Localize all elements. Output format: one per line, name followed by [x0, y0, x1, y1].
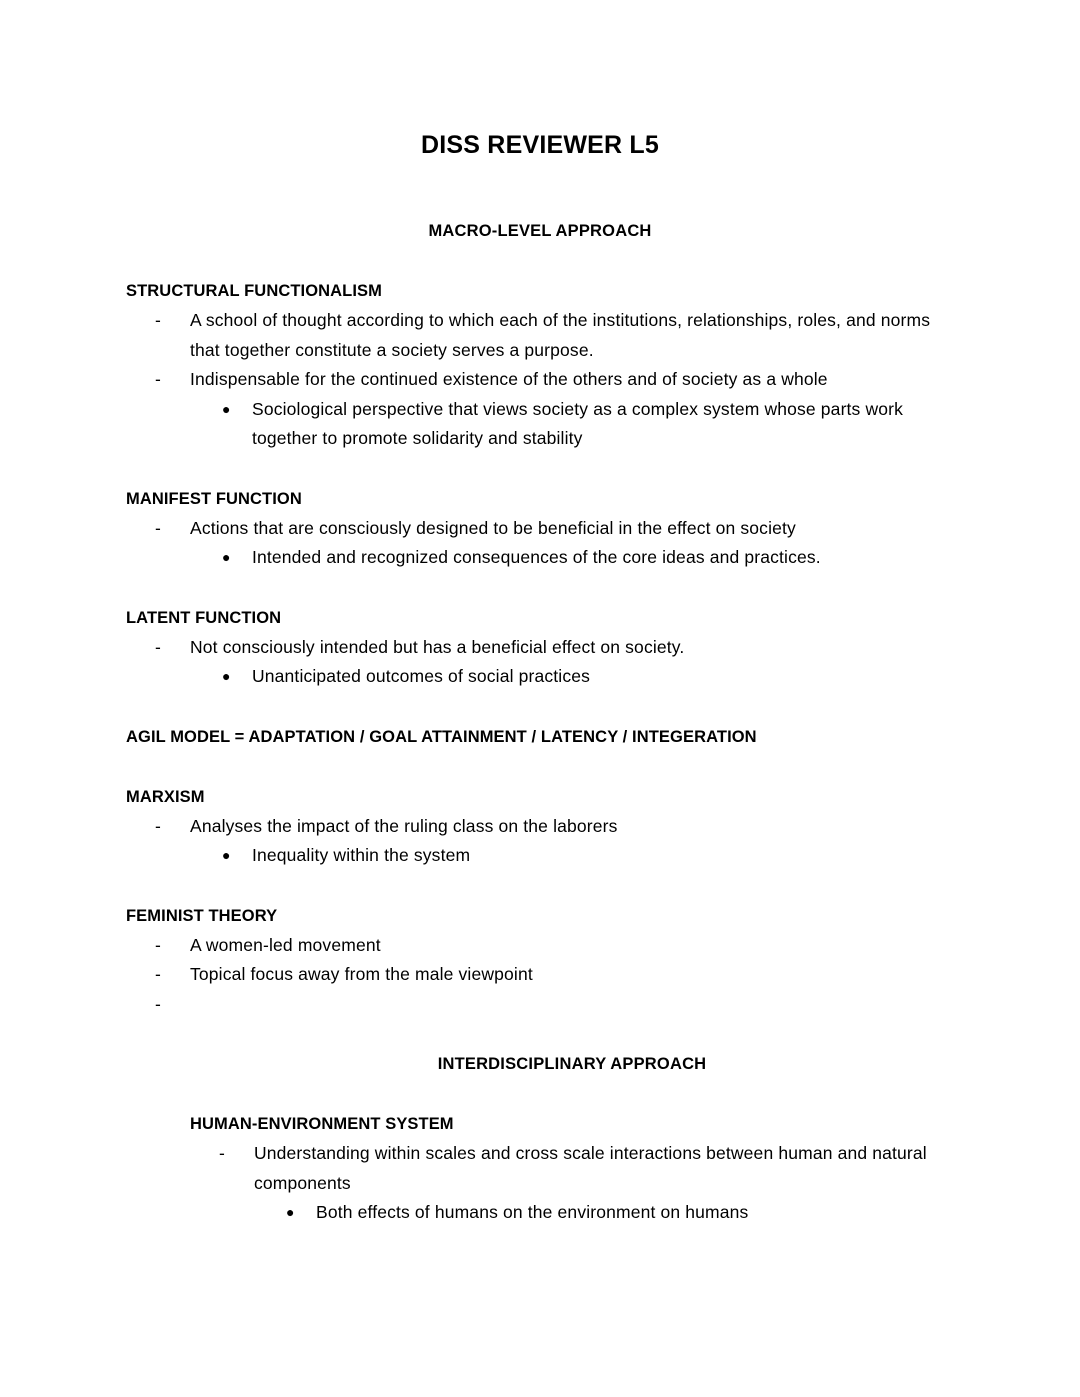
bullet-marker-icon: ●: [286, 1204, 295, 1220]
bullet-text: Both effects of humans on the environment on humans: [316, 1202, 749, 1222]
bullet-text: Indispensable for the continued existence of the others and of society as a whole: [190, 369, 828, 389]
section-heading-agil-model-adaptation-goal-attainment-latency-in: AGIL MODEL = ADAPTATION / GOAL ATTAINMENT / LATENCY / INTEGERATION: [126, 727, 757, 746]
dash-bullet-item: [190, 1139, 954, 1198]
bullet-text: Analyses the impact of the ruling class on the laborers: [190, 815, 618, 836]
spacer: [126, 692, 954, 722]
bullet-text: Sociological perspective that views society as a complex system whose parts work together to promote solidarity and stability: [252, 398, 904, 448]
dash-marker-icon: -: [155, 815, 161, 836]
spacer: [126, 1079, 954, 1109]
bullet-marker-icon: ●: [222, 400, 231, 417]
bullet-marker-icon: ●: [222, 549, 231, 565]
dash-marker-icon: -: [219, 1143, 225, 1163]
spacer: [126, 246, 954, 276]
round-bullet-item: [126, 395, 954, 454]
round-bullet-item: [126, 543, 954, 573]
dash-bullet-item: [126, 365, 954, 395]
dash-bullet-item: [126, 306, 954, 365]
dash-bullet-item: [126, 931, 954, 961]
document-content: [126, 0, 954, 1258]
spacer: [126, 752, 954, 782]
dash-marker-icon: -: [155, 993, 161, 1014]
bullet-text: Understanding within scales and cross scale interactions between human and natural components: [254, 1143, 927, 1193]
spacer: [126, 573, 954, 603]
bullet-marker-icon: ●: [222, 668, 231, 684]
section-heading-structural-functionalism: STRUCTURAL FUNCTIONALISM: [126, 282, 382, 300]
page-title: DISS REVIEWER L5: [421, 131, 659, 159]
section-body-interdisciplinary-approach: [126, 1109, 954, 1258]
dash-bullet-item: [126, 990, 954, 1020]
section-banner-interdisciplinary-approach: INTERDISCIPLINARY APPROACH: [437, 1055, 707, 1073]
section-heading-marxism: MARXISM: [126, 787, 205, 806]
spacer: [126, 454, 954, 484]
section-heading-human-environment-system: HUMAN-ENVIRONMENT SYSTEM: [190, 1115, 454, 1133]
section-heading-latent-function: LATENT FUNCTION: [126, 608, 282, 627]
bullet-text: Intended and recognized consequences of the core ideas and practices.: [252, 547, 821, 567]
bullet-text: Not consciously intended but has a beneficial effect on society.: [190, 636, 685, 657]
bullet-text: Unanticipated outcomes of social practices: [252, 666, 590, 686]
bullet-text: A school of thought according to which each of the institutions, relationships, roles, and norms that together constitute a society serves a purpose.: [190, 310, 931, 360]
section-heading-feminist-theory: FEMINIST THEORY: [126, 906, 278, 925]
round-bullet-item: [126, 662, 954, 692]
round-bullet-item: [126, 841, 954, 871]
dash-bullet-item: [126, 514, 954, 544]
bullet-text: Inequality within the system: [252, 845, 471, 865]
spacer: [190, 1228, 954, 1258]
dash-marker-icon: -: [155, 310, 161, 330]
section-body-macro-level-approach: [126, 276, 954, 1049]
dash-marker-icon: -: [155, 369, 161, 389]
dash-bullet-item: [126, 960, 954, 990]
dash-marker-icon: -: [155, 636, 161, 657]
bullet-text: Topical focus away from the male viewpoint: [190, 964, 533, 984]
section-banner-macro-level-approach: MACRO-LEVEL APPROACH: [428, 222, 652, 240]
dash-marker-icon: -: [155, 964, 161, 984]
spacer: [126, 871, 954, 901]
dash-marker-icon: -: [155, 517, 161, 538]
bullet-text: A women-led movement: [190, 934, 381, 955]
dash-marker-icon: -: [155, 934, 161, 955]
bullet-text: [190, 990, 954, 1020]
bullet-text: Actions that are consciously designed to be beneficial in the effect on society: [190, 517, 796, 538]
spacer: [126, 1019, 954, 1049]
dash-bullet-item: [126, 812, 954, 842]
round-bullet-item: [190, 1198, 954, 1228]
section-heading-manifest-function: MANIFEST FUNCTION: [126, 489, 302, 508]
bullet-marker-icon: ●: [222, 847, 231, 863]
dash-bullet-item: [126, 633, 954, 663]
